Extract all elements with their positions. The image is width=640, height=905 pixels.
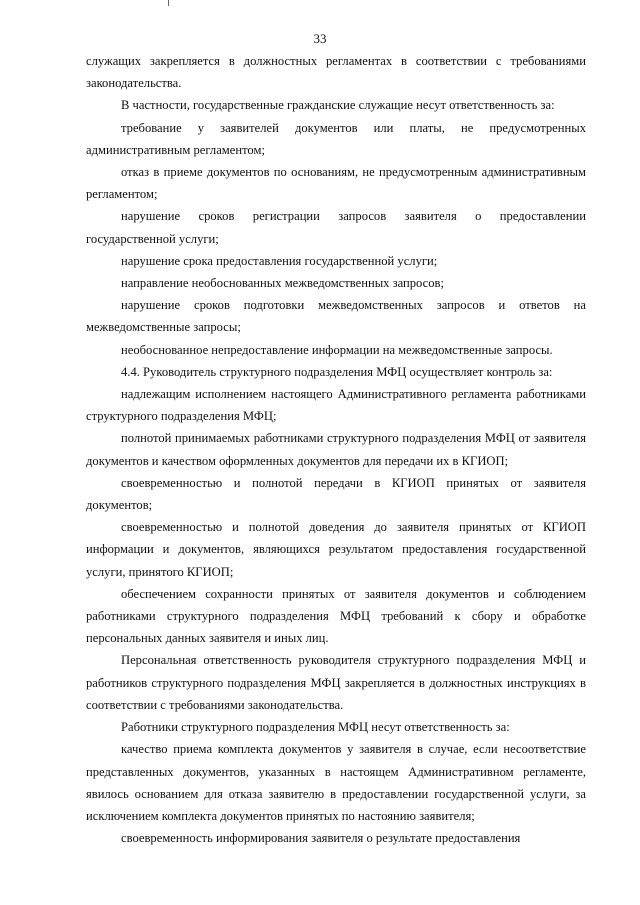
paragraph: направление необоснованных межведомственных запросов; [121,276,444,291]
paragraph: отказ в приеме документов по основаниям, не предусмотренным административным регламентом; [86,165,586,202]
paragraph: Персональная ответственность руководителя структурного подразделения МФЦ и работников структурного подразделения МФЦ закрепляется в должностных инструкциях в соответствии с требованиями законодательства. [86,653,586,712]
paragraph: служащих закрепляется в должностных регламентах в соответствии с требованиями законодательства. [86,54,586,91]
paragraph: 4.4. Руководитель структурного подразделения МФЦ осуществляет контроль за: [121,364,553,379]
paragraph: нарушение сроков регистрации запросов заявителя о предоставлении государственной услуги; [86,209,586,246]
paragraph: качество приема комплекта документов у заявителя в случае, если несоответствие представленных документов, указанных в настоящем Административном регламенте, явилось основанием для отказа заявителю в предоставлении государственной услуги, за исключением комплекта документов принятых по настоянию заявителя; [86,742,586,823]
paragraph: надлежащим исполнением настоящего Административного регламента работниками структурного подразделения МФЦ; [86,387,586,424]
paragraph: своевременностью и полнотой доведения до заявителя принятых от КГИОП информации и документов, являющихся результатом предоставления государственной услуги, принятого КГИОП; [86,520,586,579]
paragraph: необоснованное непредоставление информации на межведомственные запросы. [121,342,553,357]
paragraph: Работники структурного подразделения МФЦ несут ответственность за: [121,720,510,735]
paragraph: В частности, государственные гражданские служащие несут ответственность за: [121,98,555,113]
paragraph: своевременность информирования заявителя о результате предоставления [121,831,521,846]
paragraph: нарушение сроков подготовки межведомственных запросов и ответов на межведомственные запросы; [86,298,586,335]
page-number: 33 [313,31,327,46]
paragraph: полнотой принимаемых работниками структурного подразделения МФЦ от заявителя документов и качеством оформленных документов для передачи их в КГИОП; [86,431,586,468]
paragraph: своевременностью и полнотой передачи в КГИОП принятых от заявителя документов; [86,475,586,513]
paragraph: обеспечением сохранности принятых от заявителя документов и соблюдением работниками структурного подразделения МФЦ требований к сбору и обработке персональных данных заявителя и иных лиц. [86,586,586,646]
document-body [86,50,586,849]
paragraph: нарушение срока предоставления государственной услуги; [121,253,438,268]
scan-mark [168,0,169,6]
paragraph: требование у заявителей документов или платы, не предусмотренных административным регламентом; [86,120,586,157]
